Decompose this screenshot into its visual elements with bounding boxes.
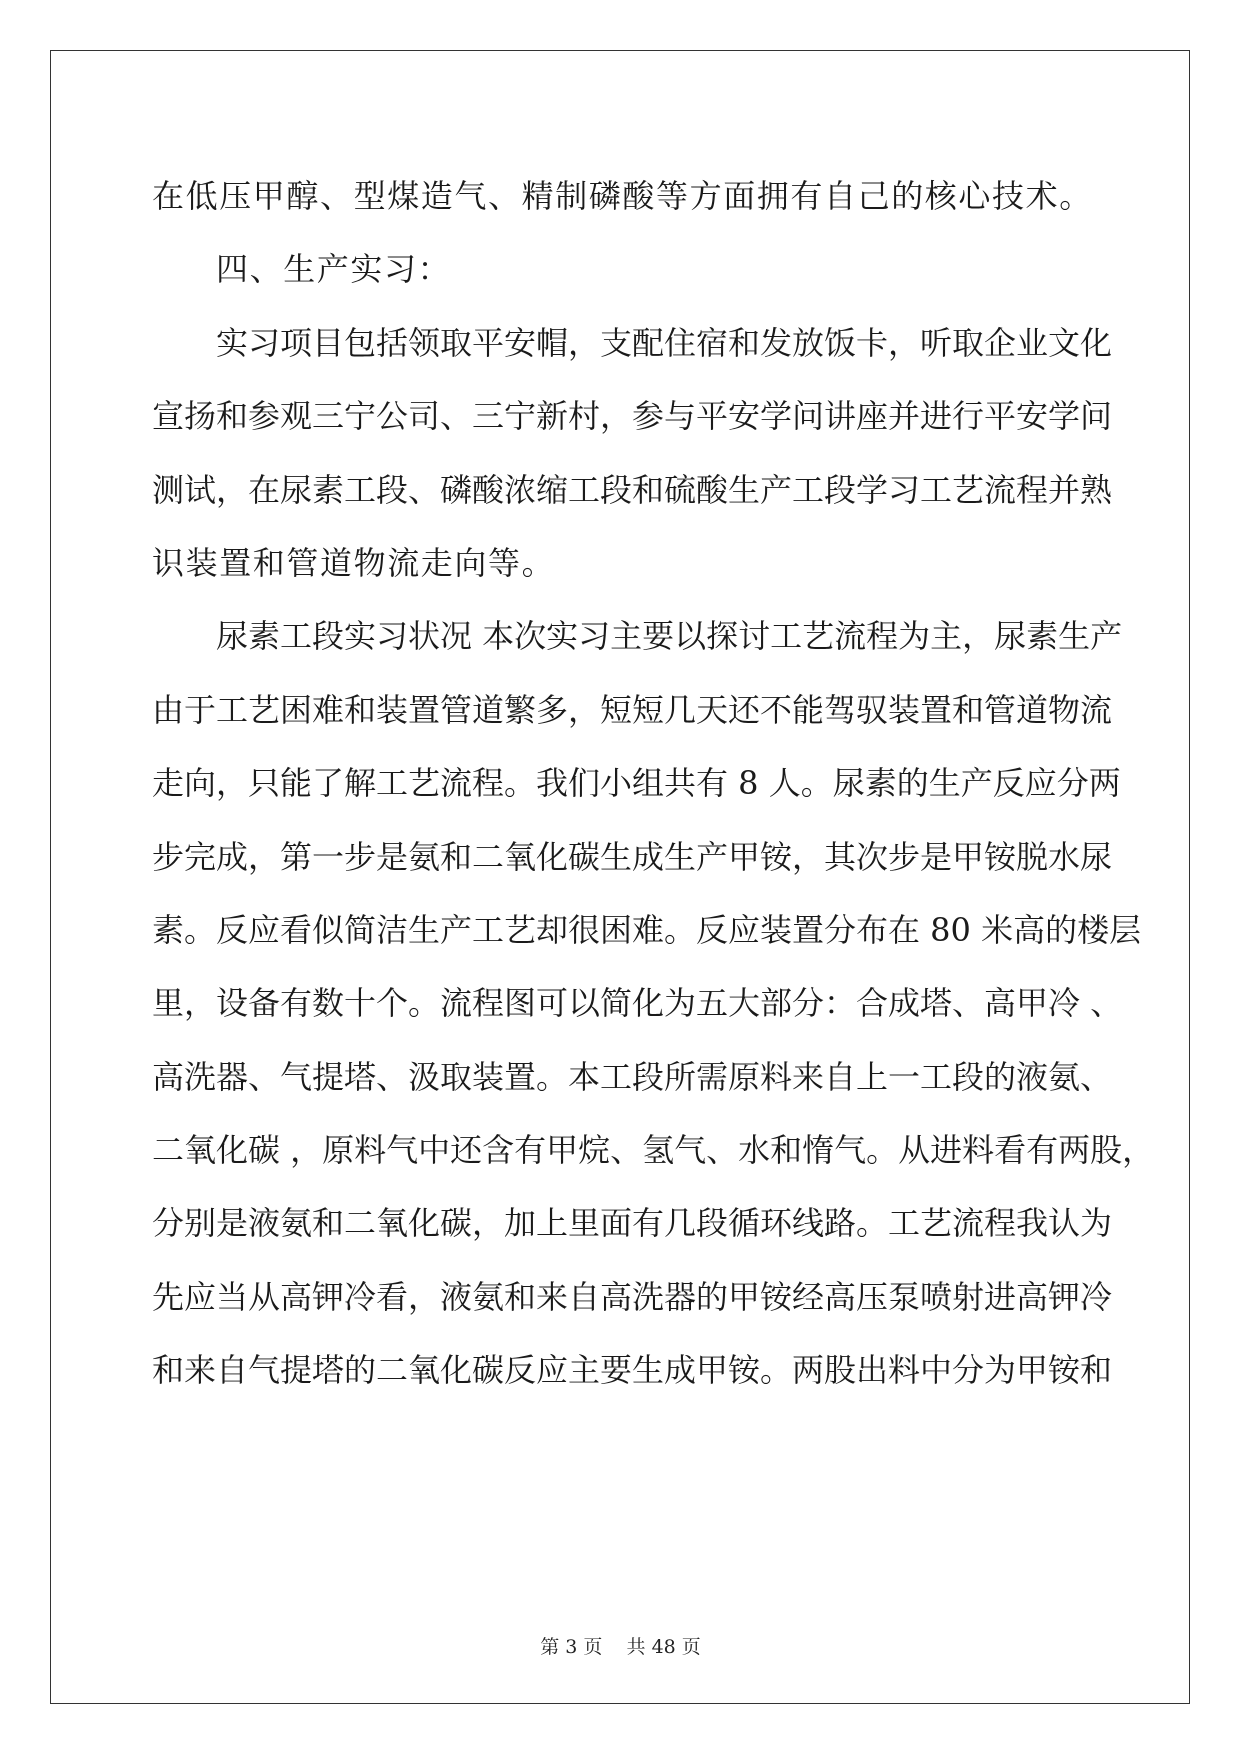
- text-line-14: 二氧化碳 ，原料气中还含有甲烷、氢气、水和惰气。从进料看有两股，: [152, 1131, 1155, 1170]
- text-line-9: 走向，只能了解工艺流程。我们小组共有 8 人。尿素的生产反应分两: [152, 764, 1121, 803]
- text-line-3: 实习项目包括领取平安帽，支配住宿和发放饭卡，听取企业文化: [216, 323, 1113, 362]
- text-line-7: 尿素工段实习状况 本次实习主要以探讨工艺流程为主，尿素生产: [216, 617, 1123, 656]
- text-line-6: 识装置和管道物流走向等。: [152, 543, 556, 582]
- text-line-11: 素。反应看似简洁生产工艺却很困难。反应装置分布在 80 米高的楼层: [152, 910, 1142, 949]
- text-line-8: 由于工艺困难和装置管道繁多，短短几天还不能驾驭装置和管道物流: [152, 690, 1113, 729]
- text-line-17: 和来自气提塔的二氧化碳反应主要生成甲铵。两股出料中分为甲铵和: [152, 1351, 1113, 1390]
- page-number: 第 3 页: [540, 1636, 603, 1658]
- text-line-10: 步完成，第一步是氨和二氧化碳生成生产甲铵，其次步是甲铵脱水尿: [152, 837, 1113, 876]
- text-line-4: 宣扬和参观三宁公司、三宁新村，参与平安学问讲座并进行平安学问: [152, 397, 1113, 436]
- document-body: [152, 160, 1155, 1408]
- total-pages: 共 48 页: [626, 1636, 701, 1658]
- page-footer: [0, 1632, 1241, 1659]
- text-line-1: 在低压甲醇、型煤造气、精制磷酸等方面拥有自己的核心技术。: [152, 177, 1093, 215]
- text-line-13: 高洗器、气提塔、汲取装置。本工段所需原料来自上一工段的液氨、: [152, 1057, 1113, 1096]
- section-heading: 四、生产实习：: [216, 250, 452, 289]
- text-line-5: 测试，在尿素工段、磷酸浓缩工段和硫酸生产工段学习工艺流程并熟: [152, 470, 1113, 509]
- text-line-12: 里，设备有数十个。流程图可以简化为五大部分：合成塔、高甲冷 、: [152, 984, 1123, 1023]
- text-line-16: 先应当从高钾冷看，液氨和来自高洗器的甲铵经高压泵喷射进高钾冷: [152, 1277, 1113, 1316]
- text-line-15: 分别是液氨和二氧化碳，加上里面有几段循环线路。工艺流程我认为: [152, 1204, 1113, 1243]
